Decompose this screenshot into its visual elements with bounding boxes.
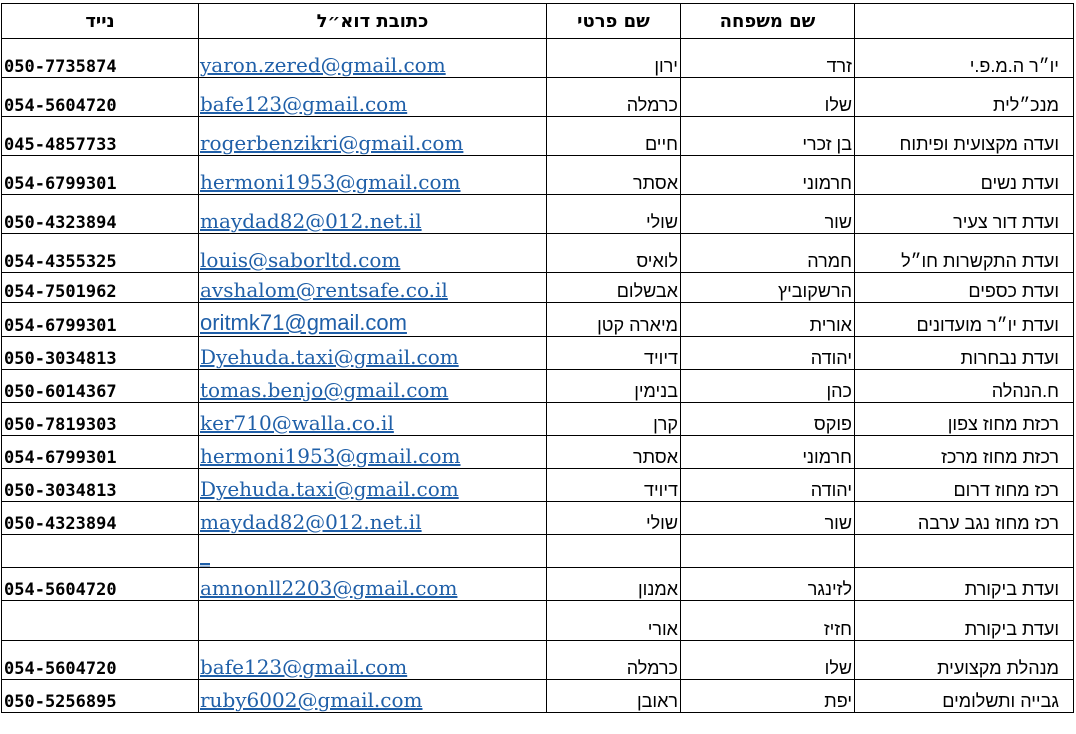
phone-cell: 054-5604720 xyxy=(2,641,199,680)
phone-cell xyxy=(2,535,199,568)
table-body xyxy=(2,39,1074,713)
email-link[interactable]: bafe123@gmail.com xyxy=(200,92,408,116)
last-name-cell: שור xyxy=(681,502,855,535)
table-row xyxy=(2,568,1074,601)
email-link[interactable]: Dyehuda.taxi@gmail.com xyxy=(200,345,459,369)
last-name-cell: כהן xyxy=(681,370,855,403)
email-cell xyxy=(199,117,547,156)
email-link[interactable]: oritmk71@gmail.com xyxy=(200,310,407,335)
phone-cell: 050-3034813 xyxy=(2,469,199,502)
table-row xyxy=(2,303,1074,337)
phone-cell: 050-4323894 xyxy=(2,195,199,234)
role-cell: ועדת ביקורת xyxy=(855,601,1074,641)
table-row xyxy=(2,78,1074,117)
email-link[interactable]: yaron.zered@gmail.com xyxy=(200,53,446,77)
email-cell xyxy=(199,680,547,713)
role-cell: ועדת נבחרות xyxy=(855,337,1074,370)
phone-cell: 054-6799301 xyxy=(2,303,199,337)
first-name-cell: אסתר xyxy=(547,436,681,469)
header-email: כתובת דוא״ל xyxy=(199,4,547,39)
email-cell xyxy=(199,568,547,601)
email-cell xyxy=(199,234,547,273)
phone-cell: 050-6014367 xyxy=(2,370,199,403)
email-link[interactable]: hermoni1953@gmail.com xyxy=(200,170,461,194)
phone-cell: 054-4355325 xyxy=(2,234,199,273)
last-name-cell: בן זכרי xyxy=(681,117,855,156)
role-cell: ועדת התקשרות חו״ל xyxy=(855,234,1074,273)
first-name-cell: מיארה קטן xyxy=(547,303,681,337)
email-link[interactable]: hermoni1953@gmail.com xyxy=(200,444,461,468)
email-cell xyxy=(199,403,547,436)
phone-cell: 050-7735874 xyxy=(2,39,199,78)
email-link[interactable]: rogerbenzikri@gmail.com xyxy=(200,131,464,155)
role-cell: ועדת כספים xyxy=(855,273,1074,303)
email-link[interactable]: tomas.benjo@gmail.com xyxy=(200,378,449,402)
email-link[interactable]: maydad82@012.net.il xyxy=(200,510,422,534)
email-cell xyxy=(199,273,547,303)
table-row xyxy=(2,601,1074,641)
header-role xyxy=(855,4,1074,39)
role-cell: ח.הנהלה xyxy=(855,370,1074,403)
first-name-cell: כרמלה xyxy=(547,78,681,117)
phone-cell: 050-4323894 xyxy=(2,502,199,535)
first-name-cell: קרן xyxy=(547,403,681,436)
email-link[interactable]: maydad82@012.net.il xyxy=(200,209,422,233)
table-row xyxy=(2,403,1074,436)
phone-cell: 054-5604720 xyxy=(2,78,199,117)
last-name-cell: הרשקוביץ xyxy=(681,273,855,303)
first-name-cell: כרמלה xyxy=(547,641,681,680)
last-name-cell: יהודה xyxy=(681,469,855,502)
table-row xyxy=(2,273,1074,303)
email-cell xyxy=(199,156,547,195)
first-name-cell: אסתר xyxy=(547,156,681,195)
phone-cell xyxy=(2,601,199,641)
table-row xyxy=(2,641,1074,680)
role-cell: ועדת דור צעיר xyxy=(855,195,1074,234)
first-name-cell: דיויד xyxy=(547,337,681,370)
first-name-cell xyxy=(547,535,681,568)
role-cell xyxy=(855,535,1074,568)
email-cell xyxy=(199,601,547,641)
last-name-cell xyxy=(681,535,855,568)
first-name-cell: ירון xyxy=(547,39,681,78)
role-cell: יו״ר ה.מ.פ.י xyxy=(855,39,1074,78)
first-name-cell: דיויד xyxy=(547,469,681,502)
last-name-cell: זרד xyxy=(681,39,855,78)
phone-cell: 050-7819303 xyxy=(2,403,199,436)
last-name-cell: יפת xyxy=(681,680,855,713)
phone-cell: 050-3034813 xyxy=(2,337,199,370)
email-cell xyxy=(199,370,547,403)
table-row xyxy=(2,469,1074,502)
email-link[interactable]: amnonll2203@gmail.com xyxy=(200,576,458,600)
phone-cell: 054-6799301 xyxy=(2,436,199,469)
table-row xyxy=(2,234,1074,273)
first-name-cell: אבשלום xyxy=(547,273,681,303)
first-name-cell: ראובן xyxy=(547,680,681,713)
role-cell: מנהלת מקצועית xyxy=(855,641,1074,680)
email-cell xyxy=(199,535,547,568)
last-name-cell: שור xyxy=(681,195,855,234)
email-cell xyxy=(199,303,547,337)
email-cell xyxy=(199,337,547,370)
table-row xyxy=(2,535,1074,568)
last-name-cell: שלו xyxy=(681,641,855,680)
email-link[interactable]: avshalom@rentsafe.co.il xyxy=(200,278,448,302)
last-name-cell: פוקס xyxy=(681,403,855,436)
role-cell: רכז מחוז נגב ערבה xyxy=(855,502,1074,535)
phone-cell: 045-4857733 xyxy=(2,117,199,156)
table-row xyxy=(2,436,1074,469)
first-name-cell: לואיס xyxy=(547,234,681,273)
phone-cell: 054-6799301 xyxy=(2,156,199,195)
table-row xyxy=(2,117,1074,156)
first-name-cell: שולי xyxy=(547,195,681,234)
phone-cell: 054-5604720 xyxy=(2,568,199,601)
email-cell xyxy=(199,78,547,117)
email-link[interactable]: bafe123@gmail.com xyxy=(200,655,408,679)
email-link[interactable]: Dyehuda.taxi@gmail.com xyxy=(200,477,459,501)
first-name-cell: אורי xyxy=(547,601,681,641)
header-last-name: שם משפחה xyxy=(681,4,855,39)
role-cell: רכזת מחוז מרכז xyxy=(855,436,1074,469)
email-link[interactable]: ker710@walla.co.il xyxy=(200,411,394,435)
table-row xyxy=(2,337,1074,370)
last-name-cell: לזינגר xyxy=(681,568,855,601)
first-name-cell: בנימין xyxy=(547,370,681,403)
role-cell: מנכ״לית xyxy=(855,78,1074,117)
first-name-cell: אמנון xyxy=(547,568,681,601)
email-cell xyxy=(199,641,547,680)
email-cell xyxy=(199,502,547,535)
last-name-cell: חזיז xyxy=(681,601,855,641)
table-row xyxy=(2,680,1074,713)
last-name-cell: חרמוני xyxy=(681,436,855,469)
last-name-cell: שלו xyxy=(681,78,855,117)
role-cell: ועדת נשים xyxy=(855,156,1074,195)
last-name-cell: חרמוני xyxy=(681,156,855,195)
role-cell: רכזת מחוז צפון xyxy=(855,403,1074,436)
table-row xyxy=(2,370,1074,403)
role-cell: רכז מחוז דרום xyxy=(855,469,1074,502)
email-link[interactable]: louis@saborltd.com xyxy=(200,248,401,272)
header-row xyxy=(2,4,1074,39)
role-cell: ועדת ביקורת xyxy=(855,568,1074,601)
email-cell xyxy=(199,436,547,469)
role-cell: ועדת יו״ר מועדונים xyxy=(855,303,1074,337)
last-name-cell: אורית xyxy=(681,303,855,337)
role-cell: ועדה מקצועית ופיתוח xyxy=(855,117,1074,156)
last-name-cell: יהודה xyxy=(681,337,855,370)
table-row xyxy=(2,156,1074,195)
email-cell xyxy=(199,469,547,502)
first-name-cell: חיים xyxy=(547,117,681,156)
header-phone: נייד xyxy=(2,4,199,39)
phone-cell: 054-7501962 xyxy=(2,273,199,303)
email-link[interactable]: _ xyxy=(200,543,210,567)
email-link[interactable]: ruby6002@gmail.com xyxy=(200,688,423,712)
last-name-cell: חמרה xyxy=(681,234,855,273)
first-name-cell: שולי xyxy=(547,502,681,535)
table-row xyxy=(2,502,1074,535)
role-cell: גבייה ותשלומים xyxy=(855,680,1074,713)
header-first-name: שם פרטי xyxy=(547,4,681,39)
email-cell xyxy=(199,39,547,78)
phone-cell: 050-5256895 xyxy=(2,680,199,713)
table-row xyxy=(2,195,1074,234)
email-cell xyxy=(199,195,547,234)
table-row xyxy=(2,39,1074,78)
contacts-table xyxy=(1,3,1074,713)
